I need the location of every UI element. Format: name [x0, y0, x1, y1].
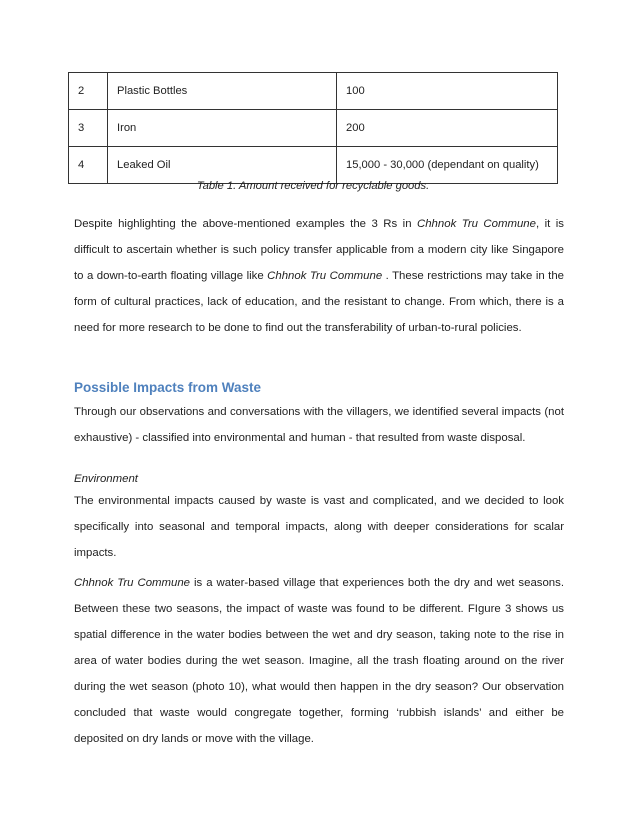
table-row	[69, 110, 558, 147]
goods-amount: 200	[337, 110, 558, 147]
commune-name: Chhnok Tru Commune	[74, 577, 191, 589]
table-row	[69, 147, 558, 184]
commune-name: Chhnok Tru Commune	[417, 218, 536, 230]
goods-amount: 15,000 - 30,000 (dependant on quality)	[337, 147, 558, 184]
paragraph-seasons	[74, 570, 564, 752]
text-run: , it is difficult to ascertain whether is such policy transfer applicable from a modern city like Singapore to a down-to-earth floating village like	[74, 218, 564, 282]
row-number: 4	[69, 147, 108, 184]
recyclable-goods-table	[68, 72, 558, 184]
table-caption: Table 1. Amount received for recyclable goods.	[196, 180, 430, 192]
subheading-environment: Environment	[74, 473, 138, 485]
paragraph-environmental-impacts: The environmental impacts caused by waste is vast and complicated, and we decided to look specifically into seasonal and temporal impacts, along with deeper considerations for scalar impacts.	[74, 495, 564, 559]
goods-amount: 100	[337, 73, 558, 110]
paragraph-policy-transfer	[74, 211, 564, 341]
goods-item: Iron	[108, 110, 337, 147]
paragraph-impacts-intro: Through our observations and conversations with the villagers, we identified several impacts (not exhaustive) - classified into environmental and human - that resulted from waste disposal.	[74, 406, 564, 444]
table-row	[69, 73, 558, 110]
row-number: 2	[69, 73, 108, 110]
text-run: Despite highlighting the above-mentioned examples the 3 Rs in	[74, 218, 417, 230]
row-number: 3	[69, 110, 108, 147]
text-run: is a water-based village that experiences both the dry and wet seasons. Between these two seasons, the impact of waste was found to be different. FIgure 3 shows us spatial difference in the water bodies between the wet and dry season, taking note to the rise in area of water bodies during the wet season. Imagine, all the trash floating around on the river during the wet season (photo 10), what would then happen in the dry season? Our observation concluded that waste would congregate together, forming ‘rubbish islands’ and either be deposited on dry lands or move with the village.	[74, 577, 565, 745]
section-heading: Possible Impacts from Waste	[74, 380, 262, 395]
goods-item: Leaked Oil	[108, 147, 337, 184]
commune-name: Chhnok Tru Commune	[267, 270, 383, 282]
goods-item: Plastic Bottles	[108, 73, 337, 110]
text-run: . These restrictions may take in the form of cultural practices, lack of education, and the resistant to change. From which, there is a need for more research to be done to find out the transferability of urban-to-rural policies.	[74, 270, 565, 334]
